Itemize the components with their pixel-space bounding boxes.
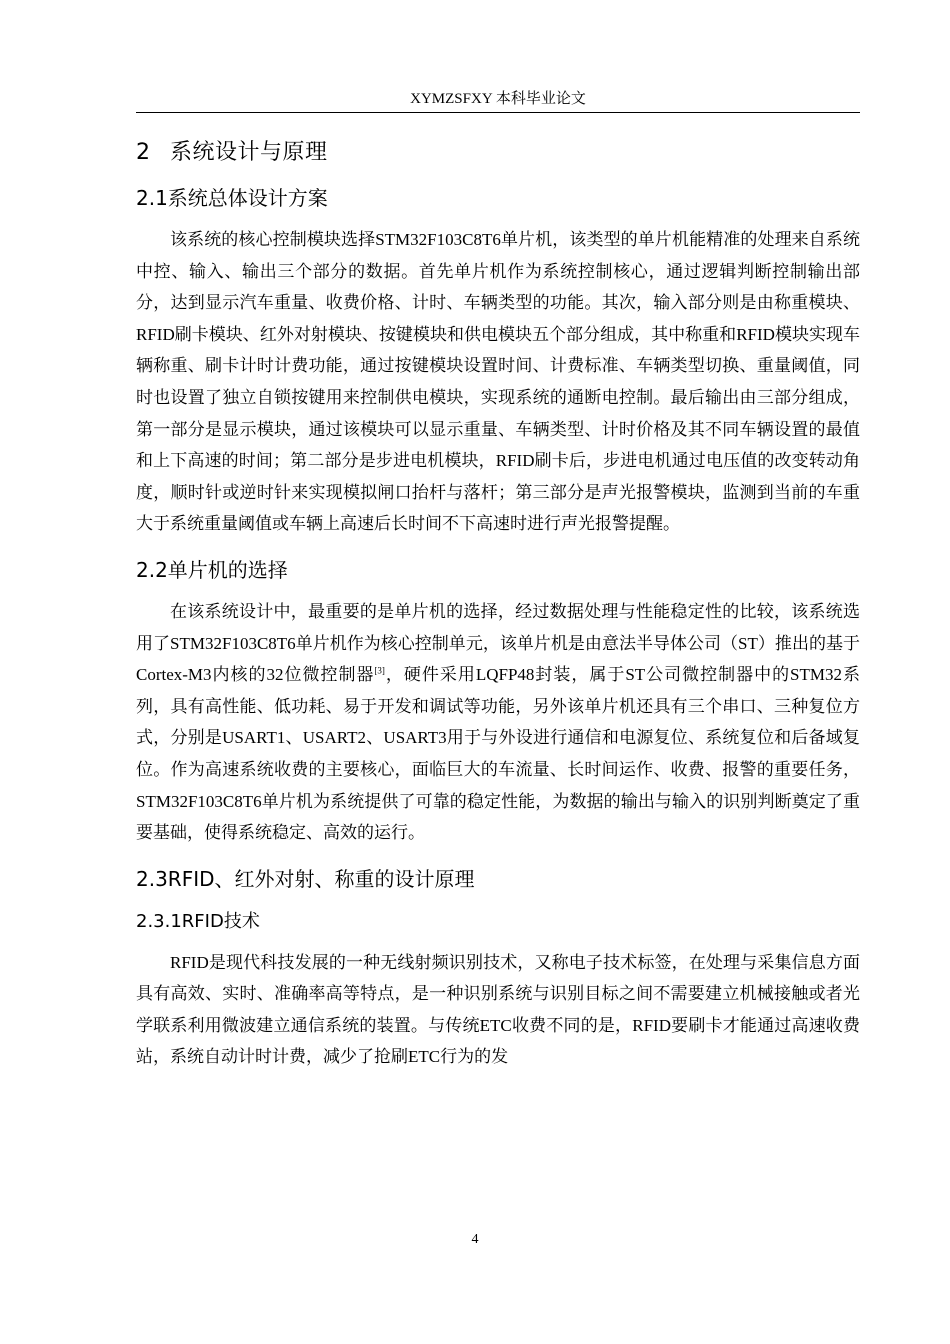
section-2-1-paragraph: 该系统的核心控制模块选择STM32F103C8T6单片机，该类型的单片机能精准的处理来自系统中控、输入、输出三个部分的数据。首先单片机作为系统控制核心，通过逻辑判断控制输出部分，达到显示汽车重量、收费价格、计时、车辆类型的功能。其次，输入部分则是由称重模块、RFID刷卡模块、红外对射模块、按键模块和供电模块五个部分组成，其中称重和RFID模块实现车辆称重、刷卡计时计费功能，通过按键模块设置时间、计费标准、车辆类型切换、重量阈值，同时也设置了独立自锁按键用来控制供电模块，实现系统的通断电控制。最后输出由三部分组成，第一部分是显示模块，通过该模块可以显示重量、车辆类型、计时价格及其不同车辆设置的最值和上下高速的时间；第二部分是步进电机模块，RFID刷卡后，步进电机通过电压值的改变转动角度，顺时针或逆时针来实现模拟闸口抬杆与落杆；第三部分是声光报警模块，监测到当前的车重大于系统重量阈值或车辆上高速后长时间不下高速时进行声光报警提醒。 — [136, 230, 860, 534]
chapter-number: 2 — [136, 140, 151, 165]
header-rule — [136, 112, 860, 113]
running-header: XYMZSFXY 本科毕业论文 — [410, 91, 586, 107]
citation-reference: [3] — [374, 665, 385, 676]
chapter-heading — [136, 138, 860, 168]
subsection-heading-2-3-1: 2.3.1RFID技术 — [136, 910, 260, 932]
section-2-3-1-paragraph: RFID是现代科技发展的一种无线射频识别技术，又称电子技术标签，在处理与采集信息方面具有高效、实时、准确率高等特点，是一种识别系统与识别目标之间不需要建立机械接触或者光学联系利用微波建立通信系统的装置。与传统ETC收费不同的是，RFID要刷卡才能通过高速收费站，系统自动计时计费，减少了抢刷ETC行为的发 — [136, 952, 860, 1067]
paragraph-text-part-2: ，硬件采用LQFP48封装，属于ST公司微控制器中的STM32系列，具有高性能、低功耗、易于开发和调试等功能，另外该单片机还具有三个串口、三种复位方式，分别是USART1、USART2、USART3用于与外设进行通信和电源复位、系统复位和后备域复位。作为高速系统收费的主要核心，面临巨大的车流量、长时间运作、收费、报警的重要任务，STM32F103C8T6单片机为系统提供了可靠的稳定性能，为数据的输出与输入的识别判断奠定了重要基础，使得系统稳定、高效的运行。 — [136, 665, 860, 843]
section-2-2-paragraph — [136, 596, 860, 849]
section-heading-2-2: 2.2单片机的选择 — [136, 557, 288, 582]
page-number: 4 — [471, 1232, 479, 1247]
page-body — [136, 128, 860, 1073]
section-heading-2-3: 2.3RFID、红外对射、称重的设计原理 — [136, 866, 475, 891]
section-heading-2-1: 2.1系统总体设计方案 — [136, 186, 328, 210]
chapter-title: 系统设计与原理 — [170, 140, 328, 165]
paragraph-text-part-1: 在该系统设计中，最重要的是单片机的选择，经过数据处理与性能稳定性的比较，该系统选用了STM32F103C8T6单片机作为核心控制单元，该单片机是由意法半导体公司（ST）推出的基于Cortex-M3内核的32位微控制器 — [136, 601, 860, 685]
